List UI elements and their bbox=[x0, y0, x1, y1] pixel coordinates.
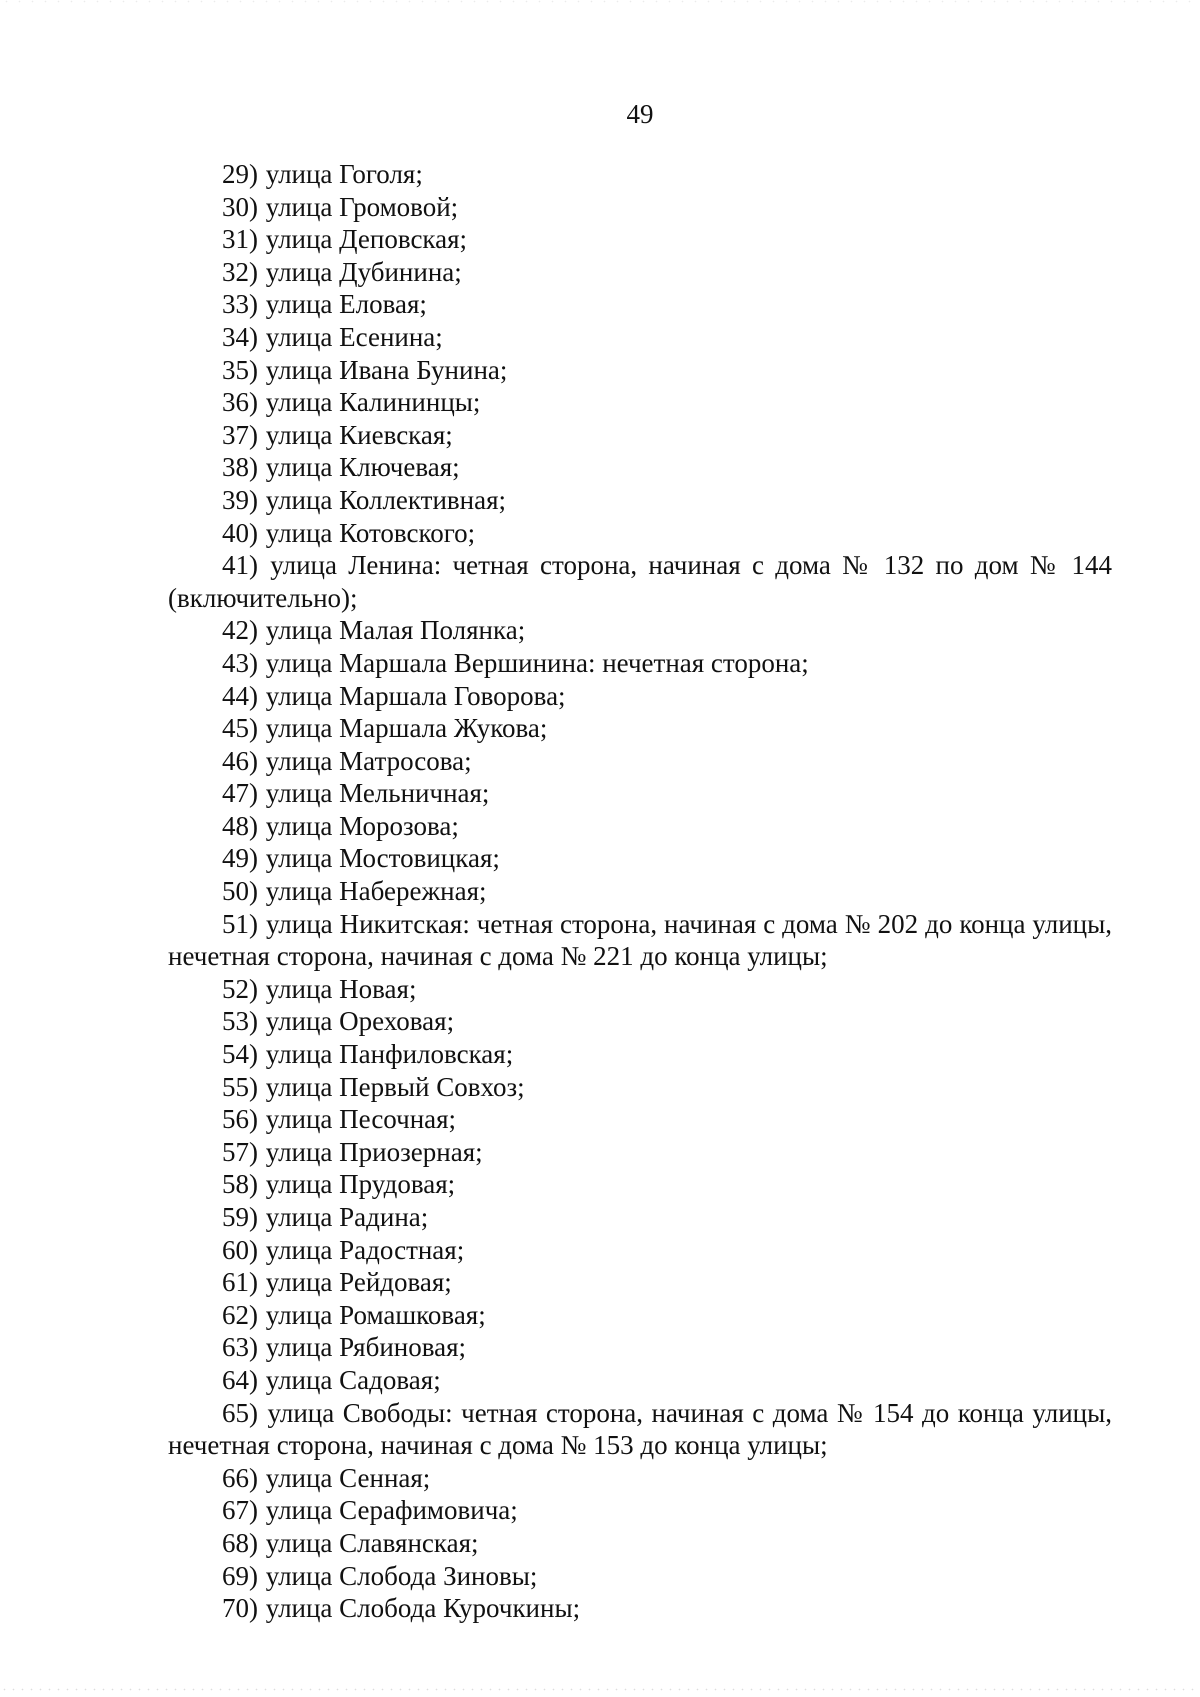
list-item-text: улица Мостовицкая; bbox=[265, 843, 500, 874]
list-item bbox=[168, 1005, 1112, 1038]
list-item-number: 30) bbox=[222, 191, 258, 222]
list-item bbox=[168, 875, 1112, 908]
list-item-text: улица Славянская; bbox=[265, 1527, 479, 1558]
list-item-number: 63) bbox=[222, 1332, 258, 1363]
list-item bbox=[168, 1234, 1112, 1267]
list-item-number: 31) bbox=[222, 224, 258, 255]
list-item bbox=[168, 1038, 1112, 1071]
page-number: 49 bbox=[626, 99, 654, 129]
list-item bbox=[168, 908, 1112, 973]
list-item bbox=[168, 1136, 1112, 1169]
list-item bbox=[168, 1560, 1112, 1593]
list-item-number: 67) bbox=[222, 1495, 258, 1526]
list-item-number: 70) bbox=[222, 1593, 258, 1624]
list-item-number: 36) bbox=[222, 387, 258, 418]
list-item-number: 39) bbox=[222, 484, 258, 515]
list-item-text: улица Ореховая; bbox=[265, 1006, 455, 1037]
list-item bbox=[168, 1071, 1112, 1104]
list-item-text: улица Никитская: четная сторона, начиная с дома № 202 до конца улицы, нечетная сторона, начиная с дома № 221 до конца улицы; bbox=[168, 908, 1113, 972]
list-item-text: улица Приозерная; bbox=[265, 1136, 483, 1167]
list-item-text: улица Котовского; bbox=[265, 517, 476, 548]
list-item-text: улица Сенная; bbox=[265, 1462, 431, 1493]
list-item bbox=[168, 745, 1112, 778]
list-item bbox=[168, 484, 1112, 517]
list-item-number: 69) bbox=[222, 1560, 258, 1591]
list-item bbox=[168, 1331, 1112, 1364]
list-item-number: 62) bbox=[222, 1299, 258, 1330]
list-item bbox=[168, 451, 1112, 484]
list-item-text: улица Слобода Зиновы; bbox=[265, 1560, 538, 1591]
list-item-text: улица Калининцы; bbox=[265, 387, 481, 418]
list-item-number: 59) bbox=[222, 1202, 258, 1232]
list-item-number: 48) bbox=[222, 810, 258, 841]
list-item-text: улица Есенина; bbox=[265, 321, 443, 352]
list-item-text: улица Малая Полянка; bbox=[265, 615, 526, 646]
list-item-number: 51) bbox=[222, 908, 258, 939]
list-item bbox=[168, 1103, 1112, 1136]
list-item-number: 68) bbox=[222, 1527, 258, 1558]
list-item-number: 64) bbox=[222, 1364, 258, 1395]
list-item-text: улица Гоголя; bbox=[265, 159, 423, 189]
list-item-text: улица Новая; bbox=[265, 973, 417, 1004]
list-item-text: улица Мельничная; bbox=[265, 778, 490, 809]
list-item-number: 35) bbox=[222, 354, 258, 385]
list-item bbox=[168, 842, 1112, 875]
list-item bbox=[168, 810, 1112, 843]
list-item-number: 60) bbox=[222, 1234, 258, 1265]
list-item bbox=[168, 1201, 1112, 1234]
list-item-text: улица Маршала Жукова; bbox=[265, 713, 548, 744]
list-item bbox=[168, 1494, 1112, 1527]
list-item-number: 47) bbox=[222, 778, 258, 809]
list-item-number: 32) bbox=[222, 256, 258, 287]
list-item-text: улица Ключевая; bbox=[265, 452, 460, 483]
scan-noise-bottom bbox=[0, 1688, 1200, 1691]
list-item bbox=[168, 517, 1112, 550]
list-item-text: улица Матросова; bbox=[265, 745, 472, 776]
list-item-text: улица Ромашковая; bbox=[265, 1299, 486, 1330]
list-item bbox=[168, 288, 1112, 321]
list-item-text: улица Радина; bbox=[265, 1202, 429, 1232]
list-item bbox=[168, 1592, 1112, 1625]
list-item-text: улица Маршала Вершинина: нечетная сторона; bbox=[265, 647, 809, 678]
list-item-text: улица Серафимовича; bbox=[265, 1495, 518, 1526]
list-item bbox=[168, 712, 1112, 745]
list-item bbox=[168, 354, 1112, 387]
list-item-number: 50) bbox=[222, 876, 258, 907]
list-item bbox=[168, 1168, 1112, 1201]
list-item-number: 41) bbox=[222, 550, 258, 581]
list-item-text: улица Еловая; bbox=[265, 289, 427, 320]
list-item-text: улица Радостная; bbox=[265, 1234, 465, 1265]
list-item-text: улица Дубинина; bbox=[265, 256, 462, 287]
list-item-number: 55) bbox=[222, 1071, 258, 1102]
list-item-text: улица Прудовая; bbox=[265, 1169, 456, 1200]
list-item-text: улица Набережная; bbox=[265, 876, 487, 907]
street-list bbox=[168, 158, 1112, 1625]
list-item-number: 37) bbox=[222, 419, 258, 450]
list-item bbox=[168, 191, 1112, 224]
list-item-text: улица Слобода Курочкины; bbox=[265, 1593, 581, 1624]
list-item-number: 57) bbox=[222, 1136, 258, 1167]
list-item bbox=[168, 549, 1112, 614]
list-item bbox=[168, 1397, 1112, 1462]
list-item-number: 33) bbox=[222, 289, 258, 320]
list-item bbox=[168, 680, 1112, 713]
list-item-text: улица Ленина: четная сторона, начиная с дома № 132 по дом № 144 (включительно); bbox=[168, 550, 1112, 613]
list-item-number: 45) bbox=[222, 713, 258, 744]
list-item-number: 54) bbox=[222, 1039, 258, 1070]
list-item-text: улица Садовая; bbox=[265, 1364, 441, 1395]
list-item-number: 44) bbox=[222, 680, 258, 711]
list-item bbox=[168, 1462, 1112, 1495]
list-item-number: 49) bbox=[222, 843, 258, 874]
list-item bbox=[168, 321, 1112, 354]
list-item-text: улица Морозова; bbox=[265, 810, 459, 841]
list-item-text: улица Первый Совхоз; bbox=[265, 1071, 525, 1102]
list-item-number: 43) bbox=[222, 647, 258, 678]
list-item bbox=[168, 419, 1112, 452]
list-item bbox=[168, 1266, 1112, 1299]
list-item bbox=[168, 1527, 1112, 1560]
list-item-text: улица Панфиловская; bbox=[265, 1039, 514, 1070]
list-item bbox=[168, 1299, 1112, 1332]
list-item bbox=[168, 223, 1112, 256]
list-item-number: 58) bbox=[222, 1169, 258, 1200]
list-item-number: 65) bbox=[222, 1397, 258, 1428]
list-item-text: улица Ивана Бунина; bbox=[265, 354, 508, 385]
list-item-text: улица Маршала Говорова; bbox=[265, 680, 566, 711]
list-item-number: 46) bbox=[222, 745, 258, 776]
list-item-number: 34) bbox=[222, 321, 258, 352]
list-item-text: улица Песочная; bbox=[265, 1104, 457, 1135]
list-item bbox=[168, 386, 1112, 419]
list-item-text: улица Рейдовая; bbox=[265, 1267, 452, 1298]
list-item-number: 38) bbox=[222, 452, 258, 483]
scan-noise-top bbox=[0, 0, 1200, 3]
list-item-text: улица Громовой; bbox=[265, 191, 459, 222]
list-item-number: 42) bbox=[222, 615, 258, 646]
list-item-number: 56) bbox=[222, 1104, 258, 1135]
list-item-number: 40) bbox=[222, 517, 258, 548]
list-item-text: улица Рябиновая; bbox=[265, 1332, 467, 1363]
list-item-number: 66) bbox=[222, 1462, 258, 1493]
list-item bbox=[168, 1364, 1112, 1397]
list-item-text: улица Киевская; bbox=[265, 419, 453, 450]
list-item bbox=[168, 614, 1112, 647]
list-item-text: улица Свободы: четная сторона, начиная с дома № 154 до конца улицы, нечетная сторона, начиная с дома № 153 до конца улицы; bbox=[168, 1397, 1113, 1461]
list-item-number: 53) bbox=[222, 1006, 258, 1037]
list-item-number: 52) bbox=[222, 973, 258, 1004]
list-item bbox=[168, 158, 1112, 191]
list-item bbox=[168, 973, 1112, 1006]
list-item bbox=[168, 256, 1112, 289]
list-item-text: улица Деповская; bbox=[265, 224, 468, 255]
list-item bbox=[168, 647, 1112, 680]
list-item-text: улица Коллективная; bbox=[265, 484, 507, 515]
list-item bbox=[168, 777, 1112, 810]
list-item-number: 29) bbox=[222, 159, 258, 189]
list-item-number: 61) bbox=[222, 1267, 258, 1298]
